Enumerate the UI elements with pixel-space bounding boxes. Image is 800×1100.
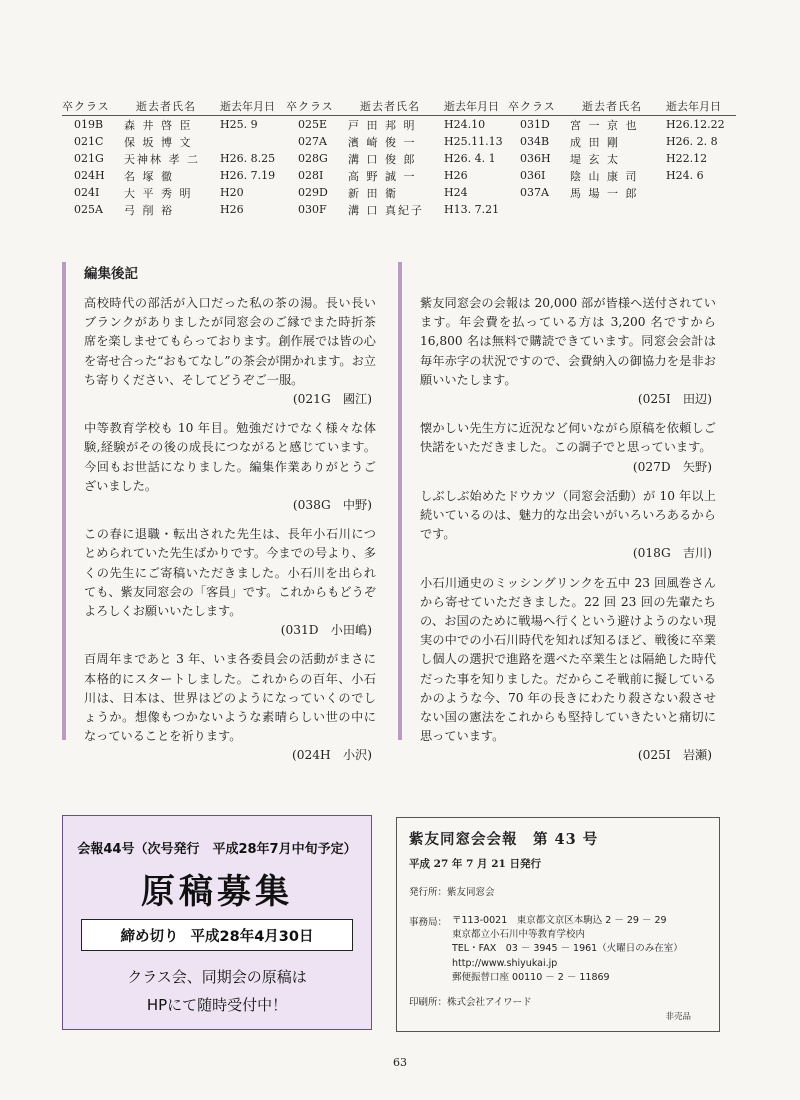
header-name: 逝去者氏名 [582,100,642,113]
deceased-name: 濱 崎 俊 一 [348,135,417,149]
not-for-sale: 非売品 [665,1012,691,1022]
note-text: 百周年まであと 3 年、いま各委員会の活動がまさに本格的にスタートしました。これからの百年、小石川は、日本は、世界はどのようになっていくのでしょうか。想像もつかないような素晴らしい世の中になっていることを祈ります。 [84,652,376,744]
deceased-name: 森 井 啓 臣 [124,118,193,132]
office-line: 東京都立小石川中等教育学校内 [452,929,586,941]
obituary-group-2 [286,98,514,218]
office-label: 事務局： [409,917,448,928]
date-of-death: H24 [444,186,468,199]
editorial-note [420,294,716,409]
obituary-row [286,184,514,201]
colophon-box [396,817,720,1032]
next-issue-note: 会報44号（次号発行 平成28年7月中旬予定） [77,842,357,857]
note-signature: (027D 矢野) [632,459,712,474]
issue-date: 平成 27 年 7 月 21 日発行 [409,858,541,870]
deceased-name: 新 田 衛 [348,186,398,200]
obituary-row [508,133,736,150]
obituary-row [286,116,514,133]
header-class: 卒クラス [286,100,334,113]
editorial-left-column [84,294,376,776]
editorial-note [420,419,716,477]
class-code: 029D [298,186,328,199]
class-code: 025A [74,203,103,216]
class-code: 021C [74,135,104,148]
note-signature: (025I 田辺) [637,392,712,407]
obituary-rows [286,116,514,218]
header-name: 逝去者氏名 [360,100,420,113]
obituary-rows [508,116,736,201]
editorial-note [84,650,376,765]
obituary-row [62,201,290,218]
editorial-title: 編集後記 [84,266,138,282]
class-code: 019B [74,118,104,131]
obituary-group-1 [62,98,290,218]
class-code: 028I [298,169,324,182]
note-text: 小石川通史のミッシングリンクを五中 23 回風巻さんから寄せていただきました。22 回 23 回の先輩たちの、お国のために戦場へ行くという避けようのない現実の中での小石川時代を知れば知るほど、戦後に卒業し個人の選択で進路を選べた卒業生とは隔絶した時代だった事を知りました。だからこそ戦前に擬しているかのような今、70 年の長きにわたり殺さない殺させない国の憲法をこれからも堅持していきたいと痛切に思っています。 [420,575,716,744]
deceased-name: 成 田 剛 [570,135,620,149]
recruit-note-line-2: HPにて随時受付中！ [146,996,288,1014]
obituary-row [62,133,290,150]
deceased-name: 戸 田 邦 明 [348,118,417,132]
class-code: 030F [298,203,327,216]
note-signature: (025I 岩瀬) [637,748,712,763]
date-of-death: H13. 7.21 [444,203,500,216]
class-code: 024I [74,186,100,199]
page-number: 63 [393,1056,407,1069]
obituary-row [286,133,514,150]
deceased-name: 陰 山 康 司 [570,169,639,183]
editorial-right-accent-bar [398,262,402,740]
manuscript-recruit-box [62,815,372,1030]
obituary-row [508,150,736,167]
note-signature: (031D 小田嶋) [280,623,372,638]
header-date: 逝去年月日 [666,100,721,113]
deceased-name: 大 平 秀 明 [124,186,193,200]
class-code: 036I [520,169,546,182]
printer: 印刷所：株式会社アイワード [409,997,532,1008]
recruit-note-line-1: クラス会、同期会の原稿は [127,968,307,986]
obituary-row [62,116,290,133]
class-code: 037A [520,186,549,199]
obituary-row [508,167,736,184]
deceased-name: 天神林 孝 二 [124,152,200,166]
office-line: 〒113-0021 東京都文京区本駒込 2 － 29 － 29 [452,915,667,926]
class-code: 025E [298,118,328,131]
obituary-row [286,167,514,184]
date-of-death: H26. 8.25 [220,152,276,165]
note-text: この春に退職・転出された先生は、長年小石川につとめられていた先生ばかりです。今までの号より、多くの先生にご寄稿いただきました。小石川を出られても、紫友同窓会の「客員」です。これからもどうぞよろしくお願いいたします。 [84,527,376,619]
editorial-note [420,574,716,766]
date-of-death: H25.11.13 [444,135,503,148]
deceased-name: 溝 口 俊 郎 [348,152,417,166]
note-text: 紫友同窓会の会報は 20,000 部が皆様へ送付されています。年会費を払っている方は 3,200 名ですから 16,800 名は無料で購読できています。同窓会会計は毎年赤字の状況ですので、会費納入の御協力を是非お願いいたします。 [420,296,716,387]
deceased-name: 名 塚 徹 [124,169,174,183]
note-signature: (021G 國江) [292,392,372,407]
recruit-headline: 原稿募集 [141,872,293,912]
obituary-row [286,201,514,218]
obituary-header [286,98,514,116]
deceased-name: 高 野 誠 一 [348,169,417,183]
obituary-rows [62,116,290,218]
header-name: 逝去者氏名 [136,100,196,113]
deceased-name: 弓 削 裕 [124,203,174,217]
editorial-note [420,487,716,564]
note-signature: (038G 中野) [292,498,372,513]
office-address [452,914,683,985]
editorial-right-column [420,294,716,776]
note-text: 高校時代の部活が入口だった私の茶の湯。長い長いブランクがありましたが同窓会のご縁でまた時折茶席を楽しませてもらっております。創作展では皆の心を寄せ合った“おもてなし”の茶会が開かれます。お立ち寄りください、そしてどうぞご一服。 [84,296,376,387]
deceased-name: 馬 場 一 郎 [570,186,639,200]
deceased-name: 堤 玄 太 [570,152,620,166]
date-of-death: H20 [220,186,244,199]
class-code: 024H [74,169,105,182]
note-signature: (024H 小沢) [292,748,372,763]
obituary-row [508,116,736,133]
website-link[interactable]: http://www.shiyukai.jp [452,957,558,969]
date-of-death: H24. 6 [666,169,704,182]
publisher: 発行所：紫友同窓会 [409,887,495,898]
deceased-name: 溝 口 真紀子 [348,203,424,217]
header-date: 逝去年月日 [220,100,275,113]
deadline-date: 平成28年4月30日 [190,928,314,945]
editorial-note [84,294,376,409]
office-line: 郵便振替口座 00110 － 2 － 11869 [452,971,610,983]
obituary-row [62,150,290,167]
class-code: 031D [520,118,550,131]
class-code: 028G [298,152,328,165]
note-text: しぶしぶ始めたドウカツ（同窓会活動）が 10 年以上続いているのは、魅力的な出会いがいろいろあるからです。 [420,488,716,542]
bulletin-title: 紫友同窓会会報 第 43 号 [409,831,599,848]
class-code: 036H [520,152,551,165]
note-signature: (018G 吉川) [632,546,712,561]
deadline-box [81,919,353,951]
obituary-row [62,184,290,201]
obituary-row [508,184,736,201]
date-of-death: H25. 9 [220,118,258,131]
date-of-death: H26. 7.19 [220,169,276,182]
note-text: 懐かしい先生方に近況など伺いながら原稿を依頼しご快諾をいただきました。この調子でと思っています。 [420,421,716,455]
editorial-note [84,525,376,640]
obituary-header [62,98,290,116]
date-of-death: H22.12 [666,152,708,165]
header-class: 卒クラス [62,100,110,113]
deceased-name: 宮 一 京 也 [570,118,639,132]
class-code: 027A [298,135,327,148]
obituary-row [62,167,290,184]
class-code: 021G [74,152,104,165]
deadline-label: 締め切り [120,928,179,945]
note-text: 中等教育学校も 10 年目。勉強だけでなく様々な体験,経験がその後の成長につながると感じています。今回もお世話になりました。編集作業ありがとうございました。 [84,421,376,493]
deceased-name: 保 坂 博 文 [124,135,193,149]
date-of-death: H26. 4. 1 [444,152,496,165]
editorial-left-accent-bar [62,262,66,740]
editorial-note [84,419,376,515]
obituary-header [508,98,736,116]
date-of-death: H26 [444,169,468,182]
date-of-death: H26 [220,203,244,216]
class-code: 034B [520,135,550,148]
date-of-death: H26.12.22 [666,118,725,131]
date-of-death: H26. 2. 8 [666,135,718,148]
date-of-death: H24.10 [444,118,486,131]
office-line: TEL・FAX 03 － 3945 － 1961（火曜日のみ在室） [452,943,683,955]
obituary-group-3 [508,98,736,201]
header-date: 逝去年月日 [444,100,499,113]
header-class: 卒クラス [508,100,556,113]
obituary-row [286,150,514,167]
